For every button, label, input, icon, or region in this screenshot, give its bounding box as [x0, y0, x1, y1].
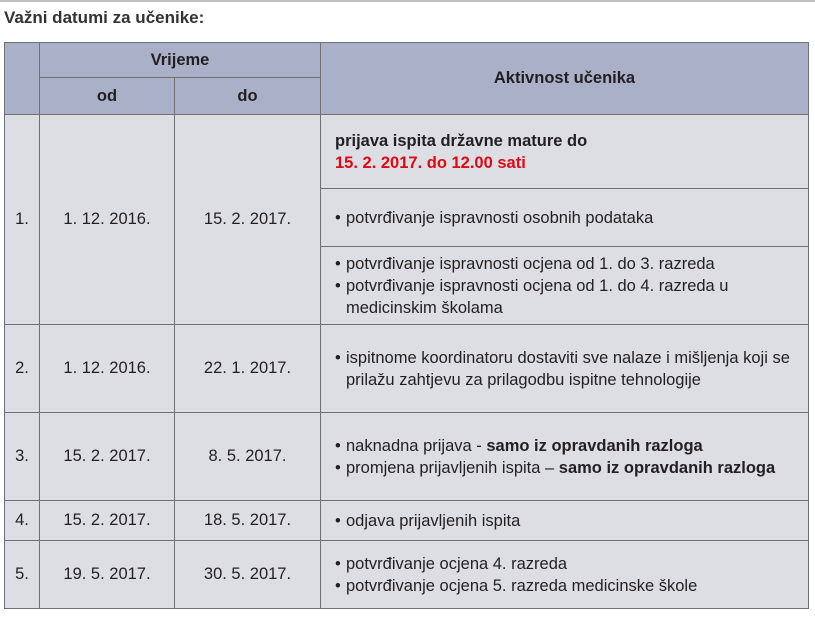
activity-bullet: [335, 435, 800, 457]
header-do: do: [175, 78, 321, 115]
activity-cell: [321, 115, 809, 189]
table-row: [5, 541, 809, 609]
row-number: 1.: [5, 115, 40, 325]
activity-cell: [321, 501, 809, 541]
header-vrijeme: Vrijeme: [40, 43, 321, 78]
date-from: 1. 12. 2016.: [40, 325, 175, 413]
row-number: 5.: [5, 541, 40, 609]
row-number: 3.: [5, 413, 40, 501]
table-row: [5, 325, 809, 413]
activity-cell: [321, 247, 809, 325]
activity-cell: [321, 325, 809, 413]
date-from: 1. 12. 2016.: [40, 115, 175, 325]
activity-text: naknadna prijava -: [346, 436, 487, 455]
row-number: 4.: [5, 501, 40, 541]
date-to: 30. 5. 2017.: [175, 541, 321, 609]
activity-bullet: • odjava prijavljenih ispita: [335, 510, 800, 532]
activity-cell: [321, 189, 809, 247]
activity-bullet: [335, 457, 800, 479]
activity-emphasis: samo iz opravdanih razloga: [558, 458, 776, 477]
activity-emphasis: samo iz opravdanih razloga: [486, 436, 703, 455]
date-to: 18. 5. 2017.: [175, 501, 321, 541]
activity-text: promjena prijavljenih ispita –: [346, 458, 559, 477]
deadline-highlight: 15. 2. 2017. do 12.00 sati: [335, 153, 526, 172]
row-number: 2.: [5, 325, 40, 413]
date-to: 8. 5. 2017.: [175, 413, 321, 501]
activity-cell: [321, 541, 809, 609]
date-to: 15. 2. 2017.: [175, 115, 321, 325]
date-from: 15. 2. 2017.: [40, 501, 175, 541]
activity-text: prijava ispita državne mature do: [335, 131, 588, 150]
activity-bullet: • potvrđivanje ispravnosti ocjena od 1. do 3. razreda: [335, 253, 800, 275]
date-from: 19. 5. 2017.: [40, 541, 175, 609]
header-number-cell: [5, 43, 40, 115]
date-from: 15. 2. 2017.: [40, 413, 175, 501]
activity-bullet: • potvrđivanje ocjena 4. razreda: [335, 553, 800, 575]
header-od: od: [40, 78, 175, 115]
activity-cell: [321, 413, 809, 501]
dates-table: [4, 42, 809, 609]
table-row: [5, 115, 809, 189]
date-to: 22. 1. 2017.: [175, 325, 321, 413]
table-row: [5, 501, 809, 541]
activity-bullet: • ispitnome koordinatoru dostaviti sve nalaze i mišljenja koji se prilažu zahtjevu za prilagodbu ispitne tehnologije: [335, 347, 800, 391]
activity-bullet: • potvrđivanje ispravnosti osobnih podataka: [335, 207, 800, 229]
top-divider: [0, 0, 815, 2]
activity-bullet: • potvrđivanje ocjena 5. razreda medicinske škole: [335, 575, 800, 597]
activity-bullet: • potvrđivanje ispravnosti ocjena od 1. do 4. razreda u medicinskim školama: [335, 275, 800, 319]
table-row: [5, 413, 809, 501]
page-title: Važni datumi za učenike:: [4, 8, 205, 27]
header-aktivnost: Aktivnost učenika: [321, 43, 809, 115]
